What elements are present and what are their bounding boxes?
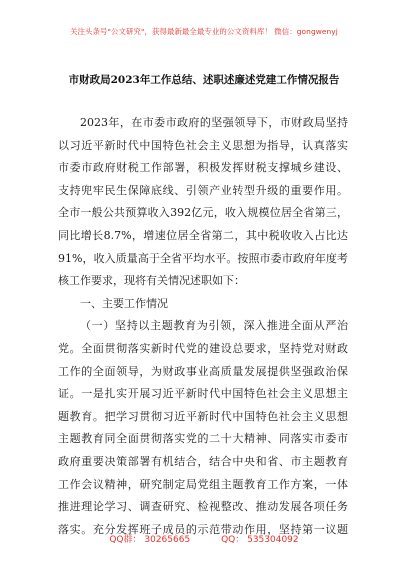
- body-line: 工作会议精神，研究制定局党组主题教育工作方案，一体: [58, 477, 348, 491]
- body-line: 91%，收入质量高于全省平均水平。按照市委市政府年度考: [58, 251, 348, 265]
- body-line: 核工作要求，现将有关情况述职如下：: [58, 274, 245, 288]
- body-line: 以习近平新时代中国特色社会主义思想为指导，认真落实: [58, 138, 348, 152]
- body-line: 工作的全面领导，为财政事业高质量发展提供坚强政治保: [58, 364, 348, 378]
- document-body: [58, 112, 348, 541]
- body-line: （一）坚持以主题教育为引领，深入推进全面从严治: [80, 319, 348, 333]
- body-line: 党。全面贯彻落实新时代党的建设总要求，坚持党对财政: [58, 341, 348, 355]
- body-line: 题教育。把学习贯彻习近平新时代中国特色社会主义思想: [58, 409, 348, 423]
- footer: [0, 532, 408, 545]
- body-line: 推进理论学习、调查研究、检视整改、推动发展各项任务: [58, 500, 348, 514]
- body-line: 市委市政府财税工作部署，积极发挥财税支撑城乡建设、: [58, 161, 348, 175]
- body-line: 落实。充分发挥班子成员的示范带动作用，坚持第一议题: [58, 522, 348, 536]
- footer-qq-group: QQ群： 30265665: [109, 535, 191, 545]
- footer-qq-contact: QQ： 535304092: [221, 535, 299, 545]
- body-line: 同比增长8.7%，增速位居全省第二，其中税收收入占比达: [58, 228, 348, 242]
- body-line: 主题教育同全面贯彻落实党的二十大精神、同落实市委市: [58, 432, 348, 446]
- body-line: 证。一是扎实开展习近平新时代中国特色社会主义思想主: [58, 387, 348, 401]
- body-line: 政府重要决策部署有机结合，结合中央和省、市主题教育: [58, 454, 348, 468]
- body-line: 全市一般公共预算收入392亿元，收入规模位居全省第三，: [58, 206, 348, 220]
- body-line: 支持兜牢民生保障底线、引领产业转型升级的重要作用。: [58, 183, 348, 197]
- section-heading: 一、主要工作情况: [80, 296, 168, 310]
- body-line: 2023年，在市委市政府的坚强领导下，市财政局坚持: [80, 116, 348, 129]
- top-banner: 关注头条号"公文研究"，获得最新最全最专业的公文资料库！ 微信：gongwenyj: [70, 27, 338, 36]
- document-title: 市财政局2023年工作总结、述职述廉述党建工作情况报告: [68, 74, 340, 86]
